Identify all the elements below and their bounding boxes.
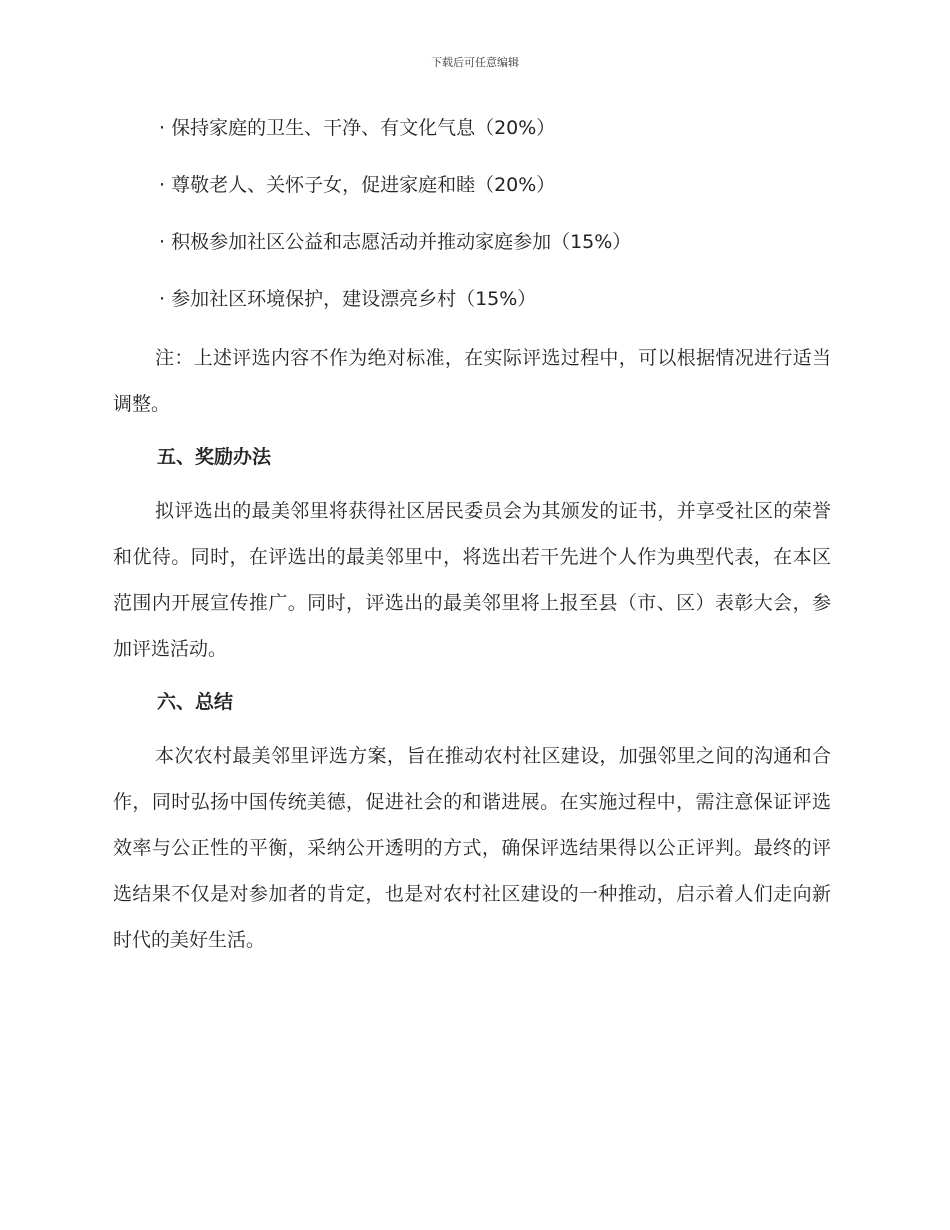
section-heading-rewards: 五、奖励办法 (157, 446, 272, 468)
section-heading-summary: 六、总结 (157, 691, 234, 713)
criteria-item-volunteering: · 积极参加社区公益和志愿活动并推动家庭参加（15%） (159, 231, 632, 253)
criteria-note: 注：上述评选内容不作为绝对标准，在实际评选过程中，可以根据情况进行适当调整。 (113, 347, 831, 415)
document-body (113, 110, 831, 975)
section-body-summary: 本次农村最美邻里评选方案，旨在推动农村社区建设，加强邻里之间的沟通和合作，同时弘扬中国传统美德，促进社会的和谐进展。在实施过程中，需注意保证评选效率与公正性的平衡，采纳公开透明的方式，确保评选结果得以公正评判。最终的评选结果不仅是对参加者的肯定，也是对农村社区建设的一种推动，启示着人们走向新时代的美好生活。 (113, 745, 831, 951)
section-body-rewards: 拟评选出的最美邻里将获得社区居民委员会为其颁发的证书，并享受社区的荣誉和优待。同时，在评选出的最美邻里中，将选出若干先进个人作为典型代表，在本区范围内开展宣传推广。同时，评选出的最美邻里将上报至县（市、区）表彰大会，参加评选活动。 (113, 500, 831, 660)
criteria-item-environment: · 参加社区环境保护，建设漂亮乡村（15%） (159, 288, 537, 310)
page-header: 下载后可任意编辑 (431, 56, 519, 69)
criteria-item-family-harmony: · 尊敬老人、关怀子女，促进家庭和睦（20%） (159, 174, 556, 196)
criteria-item-hygiene: · 保持家庭的卫生、干净、有文化气息（20%） (159, 117, 556, 139)
